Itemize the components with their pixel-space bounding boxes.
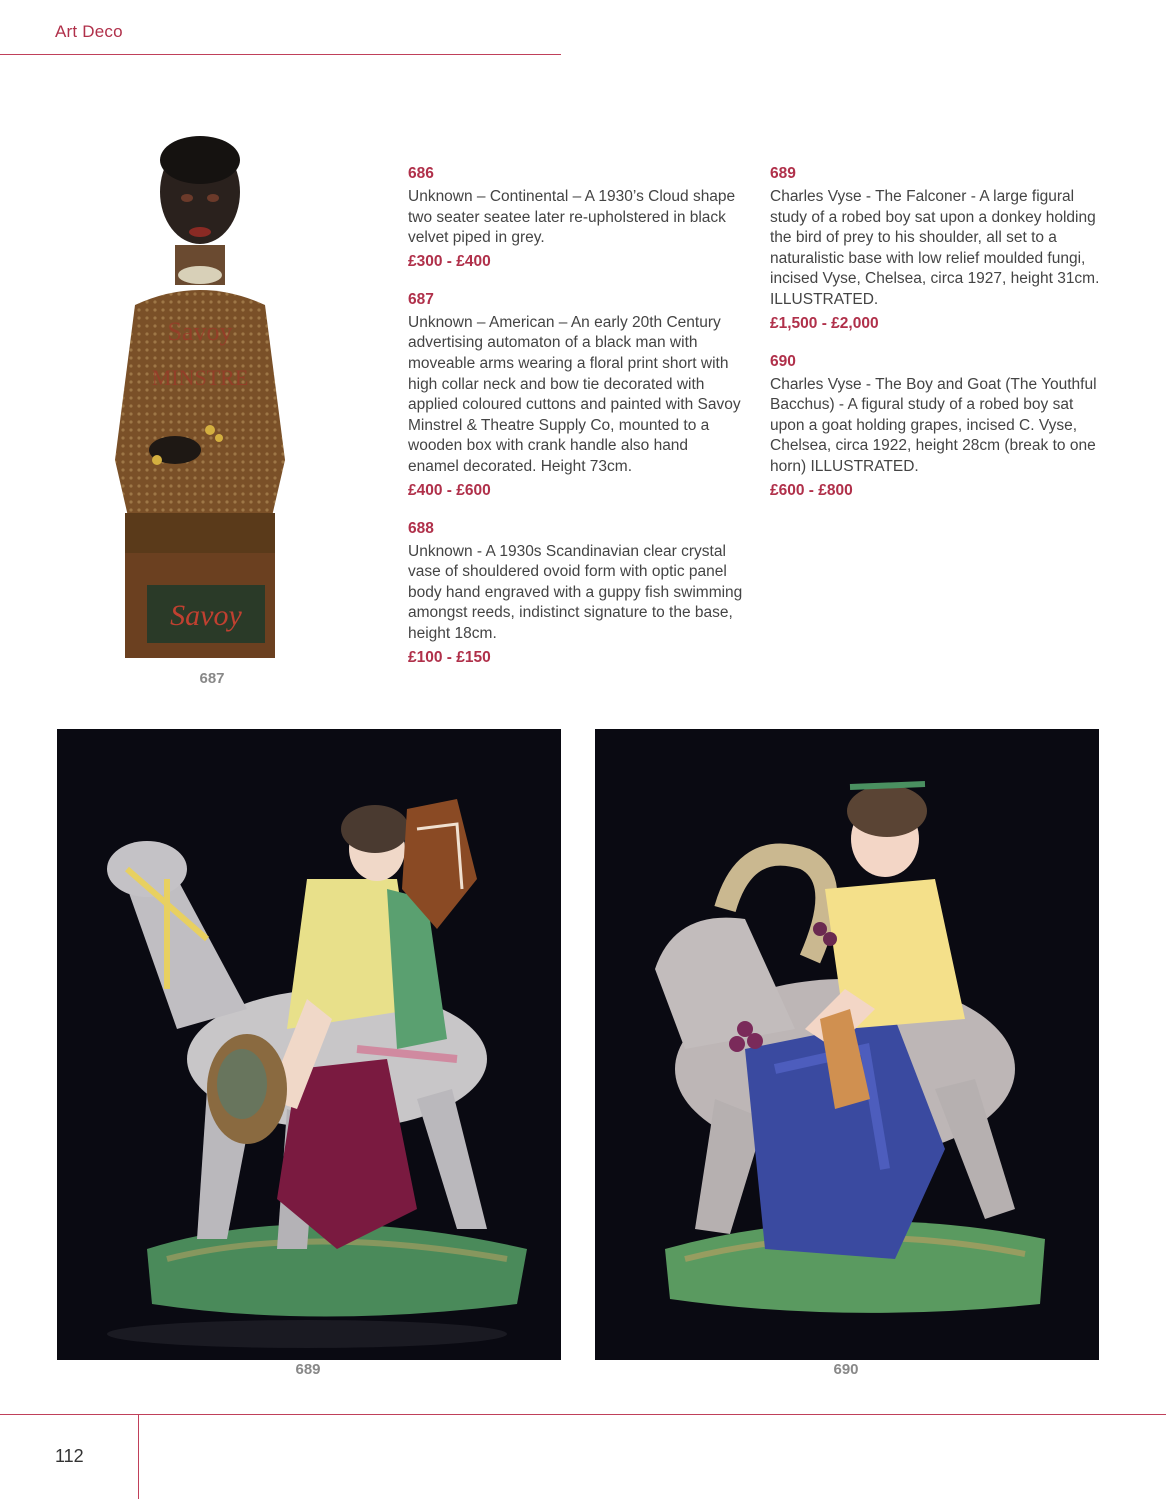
caption-689: 689: [295, 1361, 321, 1378]
goat-photo: [595, 729, 1099, 1360]
footer-rule: [0, 1414, 1166, 1415]
lot-number: 687: [408, 290, 434, 308]
lot-column-right: [770, 165, 1105, 520]
lot-description: Unknown - A 1930s Scandinavian clear crystal vase of shouldered ovoid form with optic panel body hand engraved with a guppy fish swimming amongst reeds, indistinct signature to the base, height 18cm.: [408, 542, 743, 642]
lot-description: Unknown – American – An early 20th Century advertising automaton of a black man with moveable arms wearing a floral print short with high collar neck and bow tie decorated with applied coloured cuttons and painted with Savoy Minstrel & Theatre Supply Co, mounted to a wooden box with crank handle also hand enamel decorated. Height 73cm.: [408, 313, 741, 475]
page-number: 112: [55, 1446, 84, 1466]
lot-number: 690: [770, 352, 796, 370]
svg-text:Savoy: Savoy: [167, 317, 233, 346]
lot-690: [770, 353, 1105, 500]
lot-688: [408, 520, 743, 667]
caption-687: 687: [199, 670, 225, 687]
lot-number: 688: [408, 519, 434, 537]
lot-number: 689: [770, 165, 796, 182]
footer-divider: [138, 1414, 139, 1499]
header-rule: [0, 54, 561, 55]
lot-estimate: £600 - £800: [770, 481, 853, 499]
box-lettering: Savoy: [170, 599, 242, 632]
lot-number: 686: [408, 165, 434, 182]
lot-estimate: £400 - £600: [408, 481, 491, 499]
lot-column-left: [408, 165, 743, 687]
svg-text:MINSTRE: MINSTRE: [151, 365, 249, 390]
lot-description: Unknown – Continental – A 1930’s Cloud shape two seater seatee later re-upholstered in black velvet piped in grey.: [408, 188, 736, 247]
automaton-photo: [95, 130, 305, 665]
lot-687: [408, 291, 743, 500]
lot-689: [770, 165, 1105, 333]
lot-686: [408, 165, 743, 271]
lot-description: Charles Vyse - The Falconer - A large figural study of a robed boy sat upon a donkey holding the bird of prey to his shoulder, all set to a naturalistic base with low relief moulded fungi, incised Vyse, Chelsea, circa 1927, height 31cm. ILLUSTRATED.: [770, 188, 1100, 308]
lot-description: Charles Vyse - The Boy and Goat (The Youthful Bacchus) - A figural study of a robed boy sat upon a goat holding grapes, incised C. Vyse, Chelsea, circa 1922, height 28cm (break to one horn) ILLUSTRATED.: [770, 375, 1097, 475]
lot-estimate: £300 - £400: [408, 252, 491, 270]
lot-estimate: £100 - £150: [408, 648, 491, 666]
lot-estimate: £1,500 - £2,000: [770, 314, 879, 332]
section-title: Art Deco: [55, 22, 123, 41]
caption-690: 690: [833, 1361, 859, 1378]
falconer-photo: [57, 729, 561, 1360]
